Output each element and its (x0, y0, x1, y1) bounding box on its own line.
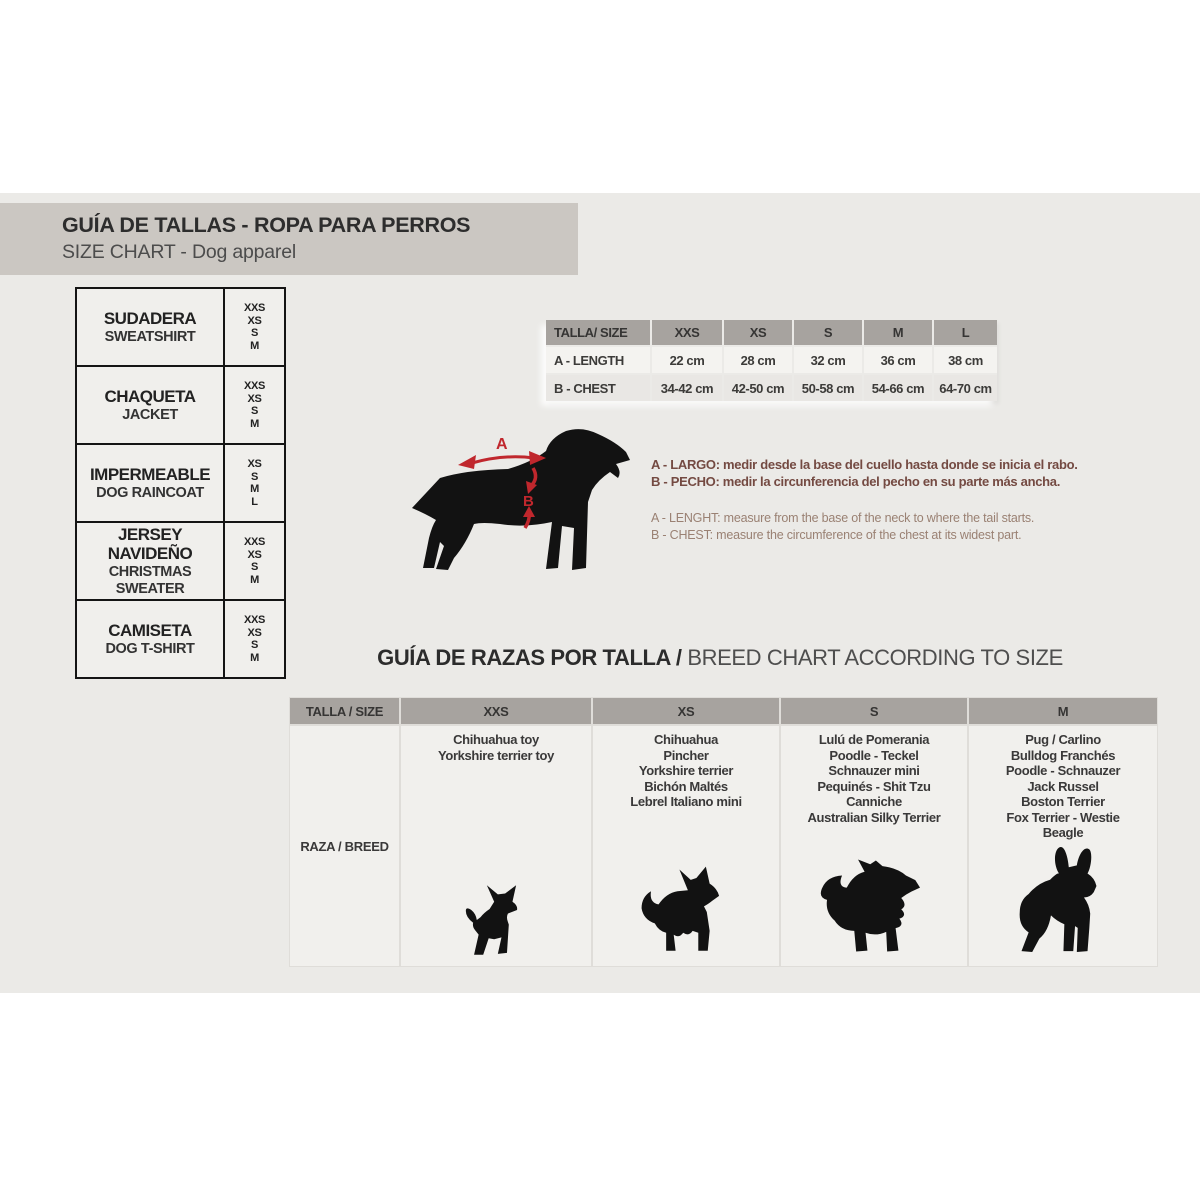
breed-header-xs: XS (593, 698, 779, 724)
breed-item: Pequinés - Shit Tzu (817, 778, 931, 794)
size-value: S (250, 639, 259, 651)
size-value: XS (247, 314, 262, 327)
page-subtitle: SIZE CHART - Dog apparel (62, 241, 296, 263)
product-cell-christmas-sweater (77, 523, 223, 599)
pomeranian-silhouette-icon (807, 852, 941, 960)
breed-list-xs (630, 726, 741, 810)
size-value: XS (247, 458, 262, 470)
breed-item: Yorkshire terrier (638, 763, 734, 778)
breed-row-label: RAZA / BREED (290, 726, 399, 966)
note-pecho: B - PECHO: medir la circunferencia del pecho en su parte más ancha. (651, 473, 1061, 489)
product-cell-tshirt (77, 601, 223, 677)
size-value: XXS (243, 380, 266, 392)
breed-item: Fox Terrier - Westie (1006, 809, 1120, 825)
dog-slot-m (1007, 844, 1119, 960)
size-value: S (250, 327, 259, 339)
size-value: XS (247, 392, 262, 405)
size-value: XS (247, 626, 262, 639)
chest-m: 54-66 cm (864, 375, 932, 401)
breed-item: Lulú de Pomerania (818, 732, 930, 747)
product-sizes-jacket (225, 367, 284, 443)
product-sizes-tshirt (225, 601, 284, 677)
breed-header-xxs: XXS (401, 698, 591, 724)
row-label-chest: B - CHEST (546, 375, 650, 401)
breed-column-xs (593, 726, 779, 966)
page-title: GUÍA DE TALLAS - ROPA PARA PERROS (62, 213, 471, 237)
measure-notes-english (651, 510, 1034, 543)
header-bar (0, 203, 578, 275)
measurements-header-talla: TALLA/ SIZE (546, 320, 650, 345)
longhair-chihuahua-silhouette-icon (634, 864, 738, 960)
dog-slot-xxs (464, 880, 528, 960)
chest-xs: 42-50 cm (724, 375, 792, 401)
measurements-header-s: S (794, 320, 862, 345)
product-name-en: CHRISTMAS SWEATER (108, 563, 192, 597)
breed-column-m (969, 726, 1157, 966)
product-cell-raincoat (77, 445, 223, 521)
breed-list-xxs (438, 726, 554, 763)
product-cell-sweatshirt (77, 289, 223, 365)
product-name: CAMISETA (108, 620, 192, 640)
breed-header-s: S (781, 698, 967, 724)
breed-item: Chihuahua (653, 732, 718, 747)
product-name-en: JACKET (122, 406, 178, 423)
size-value: XXS (243, 614, 266, 626)
product-name-en: SWEATSHIRT (104, 328, 196, 345)
size-value: XXS (243, 536, 266, 548)
length-xs: 28 cm (724, 347, 792, 373)
breed-item: Pug / Carlino (1025, 732, 1101, 747)
chest-s: 50-58 cm (794, 375, 862, 401)
chihuahua-silhouette-icon (464, 880, 528, 960)
product-sizes-raincoat (225, 445, 284, 521)
breed-item: Pincher (663, 747, 709, 763)
size-value: M (250, 339, 259, 352)
product-name: CHAQUETA (104, 386, 196, 406)
measure-notes-spanish (651, 457, 1078, 490)
length-xxs: 22 cm (652, 347, 722, 373)
product-cell-jacket (77, 367, 223, 443)
breed-item: Lebrel Italiano mini (630, 794, 742, 809)
size-value: S (250, 405, 259, 417)
product-name: IMPERMEABLE (89, 464, 211, 484)
breed-item: Jack Russel (1027, 778, 1099, 794)
size-value: M (250, 573, 259, 586)
breed-header-talla: TALLA / SIZE (290, 698, 399, 724)
breed-item: Australian Silky Terrier (807, 809, 941, 825)
breed-list-m (1006, 726, 1120, 841)
size-value: S (250, 470, 259, 483)
dog-slot-xs (634, 864, 738, 960)
length-l: 38 cm (934, 347, 997, 373)
breed-column-s (781, 726, 967, 966)
breed-item: Bulldog Franchés (1010, 747, 1116, 763)
row-label-length: A - LENGTH (546, 347, 650, 373)
size-value: L (251, 495, 258, 508)
size-value: S (250, 561, 259, 573)
dog-measure-diagram (396, 422, 654, 607)
measurements-header-xxs: XXS (652, 320, 722, 345)
breed-column-xxs (401, 726, 591, 966)
product-name-en: DOG T-SHIRT (105, 640, 195, 657)
size-value: XS (247, 548, 262, 561)
breed-item: Schnauzer mini (828, 763, 920, 778)
breed-title-es: GUÍA DE RAZAS POR TALLA / (377, 645, 682, 670)
breed-header-m: M (969, 698, 1157, 724)
measurements-header-m: M (864, 320, 932, 345)
breed-list-s (808, 726, 941, 825)
svg-text:B: B (523, 493, 534, 510)
svg-text:A: A (496, 436, 508, 453)
breed-section-title (290, 645, 1150, 671)
length-s: 32 cm (794, 347, 862, 373)
product-size-table (75, 287, 286, 679)
note-chest: B - CHEST: measure the circumference of the chest at its widest part. (651, 527, 1022, 542)
breed-item: Canniche (846, 794, 902, 809)
breed-item: Boston Terrier (1021, 794, 1105, 809)
product-name: JERSEY NAVIDEÑO (107, 524, 193, 563)
measurements-header-xs: XS (724, 320, 792, 345)
size-value: M (250, 651, 259, 664)
size-value: M (250, 483, 259, 495)
breed-item: Chihuahua toy (453, 732, 539, 747)
product-sizes-christmas-sweater (225, 523, 284, 599)
measurements-table (546, 320, 997, 401)
dog-slot-s (807, 852, 941, 960)
measurements-header-l: L (934, 320, 997, 345)
product-sizes-sweatshirt (225, 289, 284, 365)
chest-xxs: 34-42 cm (652, 375, 722, 401)
breed-title-en: BREED CHART ACCORDING TO SIZE (687, 645, 1063, 670)
breed-chart-table (289, 697, 1158, 967)
note-length: A - LENGHT: measure from the base of the neck to where the tail starts. (651, 511, 1035, 525)
breed-item: Beagle (1042, 825, 1084, 840)
size-value: M (250, 417, 259, 430)
size-value: XXS (243, 302, 266, 314)
labrador-silhouette-icon (396, 422, 654, 602)
product-name: SUDADERA (103, 308, 197, 328)
breed-item: Poodle - Teckel (829, 747, 919, 763)
breed-item: Poodle - Schnauzer (1005, 763, 1121, 778)
breed-item: Bichón Maltés (644, 778, 728, 794)
length-m: 36 cm (864, 347, 932, 373)
chest-l: 64-70 cm (934, 375, 997, 401)
product-name-en: DOG RAINCOAT (96, 484, 204, 501)
breed-item: Yorkshire terrier toy (438, 747, 554, 763)
note-largo: A - LARGO: medir desde la base del cuello hasta donde se inicia el rabo. (651, 457, 1078, 472)
french-bulldog-silhouette-icon (1007, 844, 1119, 960)
